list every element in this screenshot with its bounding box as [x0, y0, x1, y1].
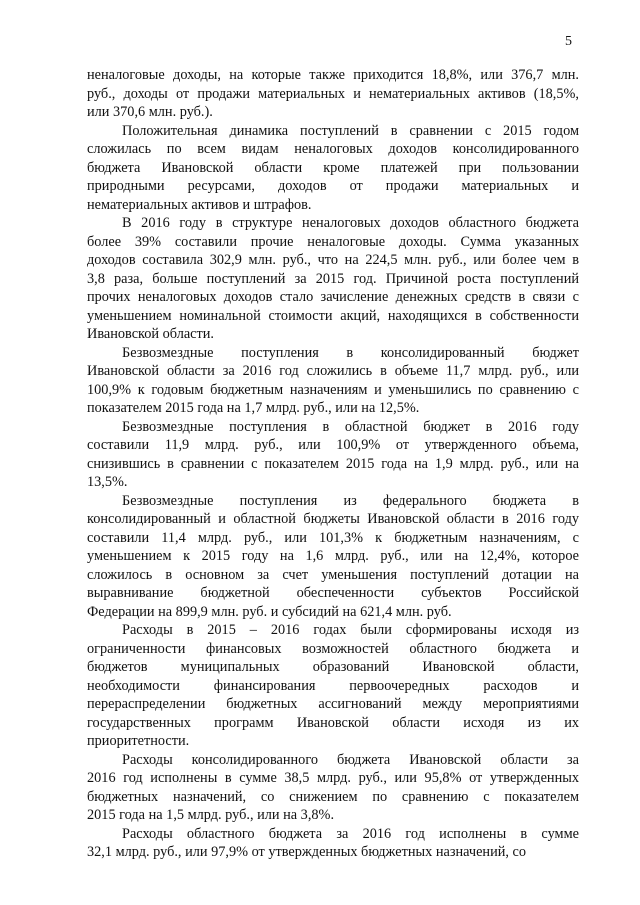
paragraph	[87, 751, 579, 825]
text-line: Безвозмездные поступления из федерального бюджета в	[122, 492, 579, 509]
text-line: государственных программ Ивановской области исходя из их	[87, 714, 579, 731]
text-line: Федерации на 899,9 млн. руб. и субсидий на 621,4 млн. руб.	[87, 603, 452, 620]
text-line: Ивановской области за 2016 год сложились в объеме 11,7 млрд. руб., или	[87, 363, 579, 379]
text-line: выравнивание бюджетной обеспеченности субъектов Российской	[87, 585, 579, 601]
text-line: 100,9% к годовым бюджетным назначениям и уменьшились по сравнению с	[87, 381, 579, 398]
text-line: прочих неналоговых доходов стало зачисление денежных средств в связи с	[87, 289, 579, 305]
text-line: показателем 2015 года на 1,7 млрд. руб., или на 12,5%.	[87, 400, 420, 416]
text-line: доходов составила 302,9 млн. руб., что на 224,5 млн. руб., или более чем в	[87, 252, 579, 268]
text-line: уменьшением номинальной стоимости акций, находящихся в собственности	[87, 307, 579, 324]
text-line: консолидированный и областной бюджеты Ивановской области в 2016 году	[87, 511, 579, 527]
text-line: 3,8 раза, больше поступлений за 2015 год. Причиной роста поступлений	[87, 270, 579, 287]
text-line: природными ресурсами, доходов от продажи материальных и	[87, 178, 579, 194]
text-line: бюджетов муниципальных образований Ивановской области,	[87, 659, 579, 675]
text-line: сложилась по всем видам неналоговых доходов консолидированного	[87, 141, 579, 157]
text-line: Расходы консолидированного бюджета Ивановской области за	[122, 751, 579, 768]
text-line: сложилось в основном за счет уменьшения поступлений дотации на	[87, 566, 579, 583]
text-line: бюджетных назначений, со снижением по сравнению с показателем	[87, 788, 579, 805]
text-line: снизившись в сравнении с показателем 2015 года на 1,9 млрд. руб., или на	[87, 455, 579, 472]
text-line: уменьшением к 2015 году на 1,6 млрд. руб., или на 12,4%, которое	[87, 548, 579, 564]
text-line: перераспределении бюджетных ассигнований между мероприятиями	[87, 696, 579, 712]
text-line: 2016 год исполнены в сумме 38,5 млрд. руб., или 95,8% от утвержденных	[87, 770, 579, 786]
text-line: Безвозмездные поступления в областной бюджет в 2016 году	[122, 418, 579, 435]
document-body	[87, 66, 579, 862]
text-line: В 2016 году в структуре неналоговых доходов областного бюджета	[122, 215, 579, 231]
paragraph	[87, 122, 579, 215]
text-line: Расходы в 2015 – 2016 годах были сформированы исходя из	[122, 622, 579, 638]
text-line: составили 11,4 млрд. руб., или 101,3% к бюджетным назначениям, с	[87, 529, 579, 546]
text-line: или 370,6 млн. руб.).	[87, 104, 213, 120]
text-line: Положительная динамика поступлений в сравнении с 2015 годом	[122, 122, 579, 139]
text-line: необходимости финансирования первоочередных расходов и	[87, 677, 579, 694]
text-line: 32,1 млрд. руб., или 97,9% от утвержденных бюджетных назначений, со	[87, 844, 527, 860]
text-line: Безвозмездные поступления в консолидированный бюджет	[122, 344, 579, 361]
paragraph	[87, 214, 579, 344]
page-number: 5	[565, 34, 572, 49]
paragraph	[87, 492, 579, 622]
paragraph	[87, 344, 579, 418]
text-line: 13,5%.	[87, 474, 128, 490]
paragraph	[87, 418, 579, 492]
text-line: составили 11,9 млрд. руб., или 100,9% от утвержденного объема,	[87, 437, 579, 453]
paragraph	[87, 66, 579, 122]
paragraph	[87, 825, 579, 862]
text-line: неналоговые доходы, на которые также приходится 18,8%, или 376,7 млн.	[87, 67, 579, 83]
text-line: приоритетности.	[87, 733, 190, 749]
text-line: 2015 года на 1,5 млрд. руб., или на 3,8%.	[87, 807, 335, 823]
text-line: ограниченности финансовых возможностей областного бюджета и	[87, 640, 579, 657]
text-line: бюджета Ивановской области кроме платежей при пользовании	[87, 159, 579, 176]
paragraph	[87, 621, 579, 751]
text-line: нематериальных активов и штрафов.	[87, 196, 312, 213]
text-line: более 39% составили прочие неналоговые доходы. Сумма указанных	[87, 233, 579, 250]
text-line: Расходы областного бюджета за 2016 год исполнены в сумме	[122, 825, 579, 842]
text-line: руб., доходы от продажи материальных и нематериальных активов (18,5%,	[87, 85, 579, 102]
text-line: Ивановской области.	[87, 326, 215, 342]
